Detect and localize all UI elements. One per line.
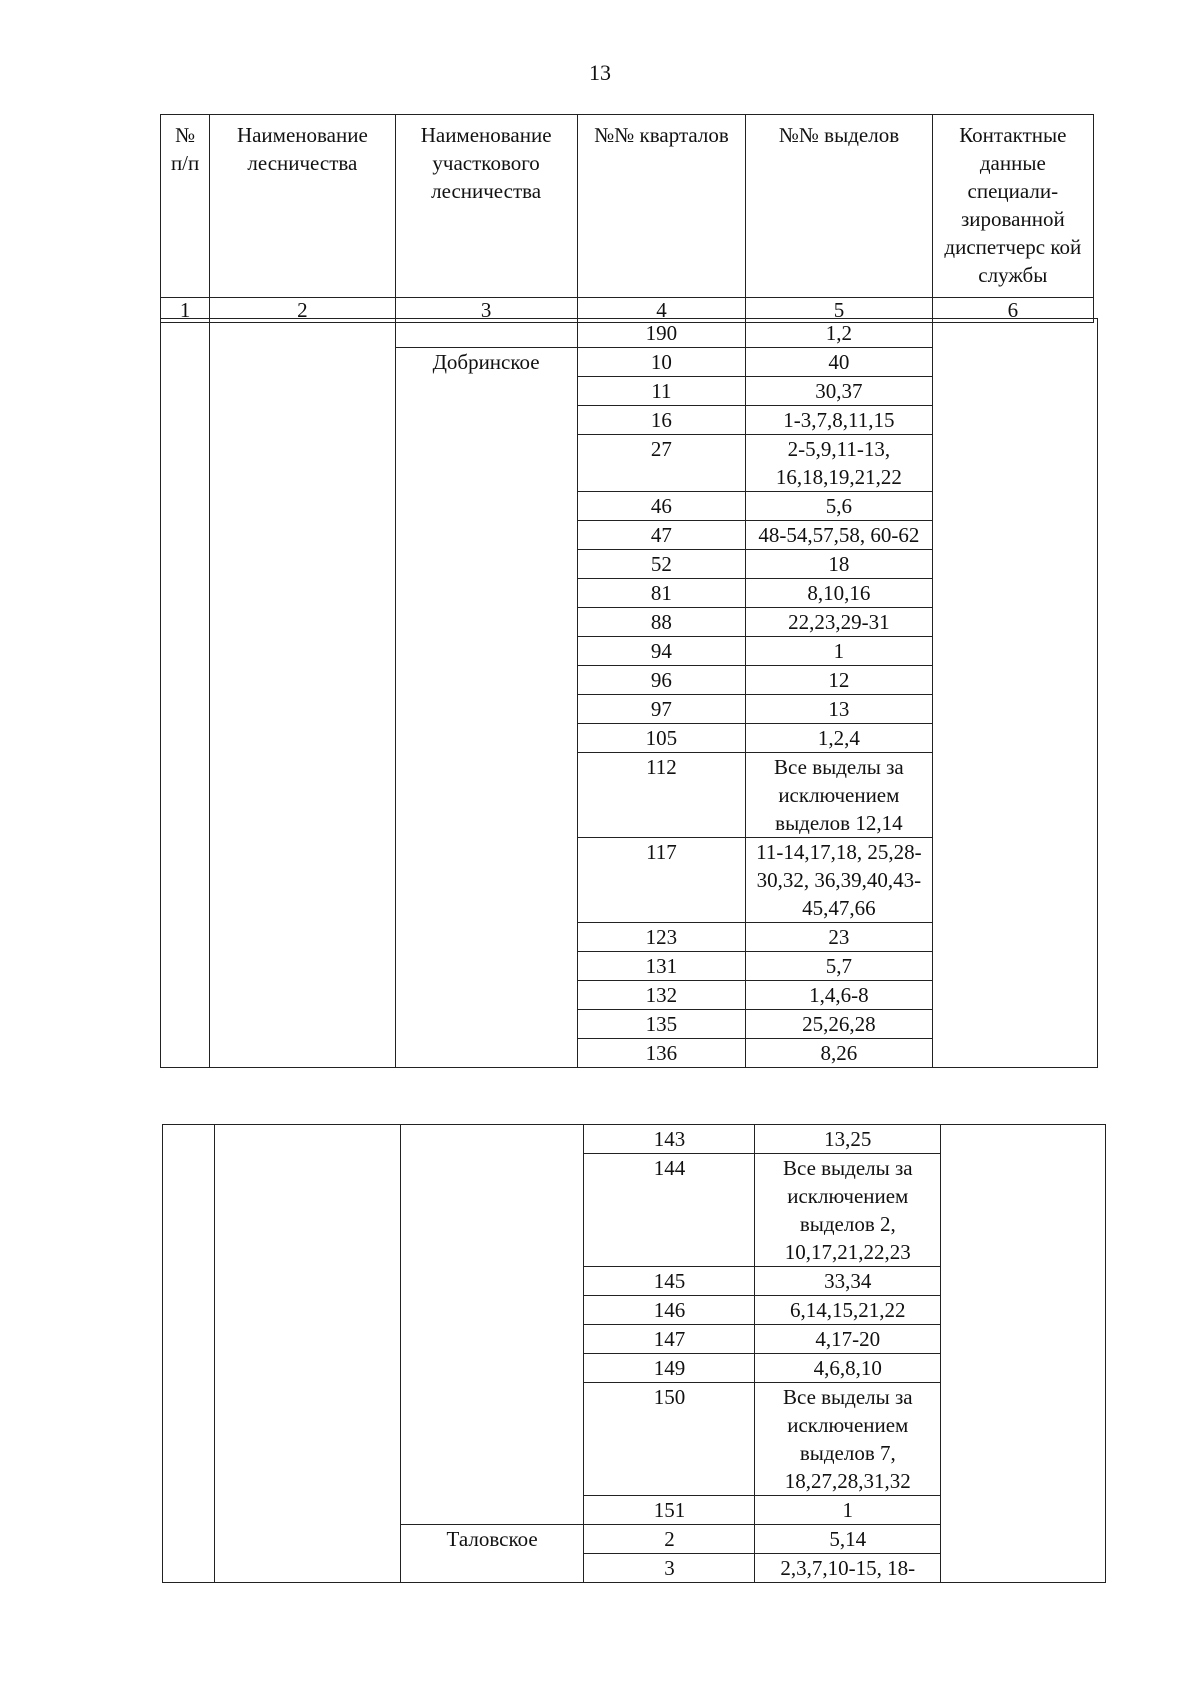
cell-quarter: 47 [577, 521, 746, 550]
cell-plots: Все выделы за исключением выделов 2, 10,17,21,22,23 [755, 1154, 941, 1267]
column-number: 2 [210, 298, 395, 323]
cell-quarter: 10 [577, 348, 746, 377]
cell-plots: 1,2 [746, 319, 932, 348]
cell-district: Добринское [395, 348, 577, 1068]
cell-number [163, 1125, 215, 1583]
cell-quarter: 27 [577, 435, 746, 492]
cell-plots: 8,10,16 [746, 579, 932, 608]
cell-plots: 22,23,29-31 [746, 608, 932, 637]
cell-quarter: 132 [577, 981, 746, 1010]
cell-forestry [210, 319, 395, 1068]
table-section-2 [162, 1124, 1106, 1583]
cell-quarter: 112 [577, 753, 746, 838]
cell-quarter: 143 [584, 1125, 755, 1154]
cell-quarter: 16 [577, 406, 746, 435]
cell-quarter: 151 [584, 1496, 755, 1525]
header-row [161, 115, 1094, 298]
section-2-rows [163, 1125, 1106, 1583]
cell-plots: 30,37 [746, 377, 932, 406]
cell-plots: 5,14 [755, 1525, 941, 1554]
cell-quarter: 46 [577, 492, 746, 521]
cell-quarter: 94 [577, 637, 746, 666]
header-cell-quarters: №№ кварталов [577, 115, 746, 298]
column-number: 3 [395, 298, 577, 323]
cell-plots: 4,17-20 [755, 1325, 941, 1354]
cell-district: Таловское [400, 1525, 584, 1583]
cell-plots: 1-3,7,8,11,15 [746, 406, 932, 435]
cell-contacts [941, 1125, 1106, 1583]
cell-quarter: 150 [584, 1383, 755, 1496]
cell-plots: 1,4,6-8 [746, 981, 932, 1010]
cell-plots: 1 [746, 637, 932, 666]
cell-quarter: 105 [577, 724, 746, 753]
cell-quarter: 123 [577, 923, 746, 952]
cell-quarter: 144 [584, 1154, 755, 1267]
cell-quarter: 52 [577, 550, 746, 579]
table-header [160, 114, 1094, 323]
cell-plots: Все выделы за исключением выделов 7, 18,27,28,31,32 [755, 1383, 941, 1496]
cell-plots: 33,34 [755, 1267, 941, 1296]
cell-forestry [215, 1125, 401, 1583]
column-number: 4 [577, 298, 746, 323]
cell-plots: 48-54,57,58, 60-62 [746, 521, 932, 550]
table-row [163, 1125, 1106, 1154]
cell-plots: 12 [746, 666, 932, 695]
cell-plots: 2,3,7,10-15, 18- [755, 1554, 941, 1583]
cell-quarter: 88 [577, 608, 746, 637]
cell-plots: 13 [746, 695, 932, 724]
cell-plots: 8,26 [746, 1039, 932, 1068]
cell-quarter: 190 [577, 319, 746, 348]
cell-district-empty [400, 1125, 584, 1525]
cell-quarter: 81 [577, 579, 746, 608]
cell-quarter: 96 [577, 666, 746, 695]
header-cell-contacts: Контактные данные специали-зированной диспетчерс кой службы [932, 115, 1093, 298]
table-row [161, 319, 1098, 348]
header-cell-plots: №№ выделов [746, 115, 932, 298]
cell-district-empty [395, 319, 577, 348]
cell-plots: 5,6 [746, 492, 932, 521]
cell-quarter: 3 [584, 1554, 755, 1583]
cell-quarter: 146 [584, 1296, 755, 1325]
cell-quarter: 145 [584, 1267, 755, 1296]
cell-quarter: 2 [584, 1525, 755, 1554]
cell-quarter: 136 [577, 1039, 746, 1068]
cell-plots: 2-5,9,11-13, 16,18,19,21,22 [746, 435, 932, 492]
cell-quarter: 149 [584, 1354, 755, 1383]
header-cell-number: № п/п [161, 115, 210, 298]
cell-plots: 13,25 [755, 1125, 941, 1154]
cell-plots: 11-14,17,18, 25,28-30,32, 36,39,40,43-45,47,66 [746, 838, 932, 923]
cell-quarter: 147 [584, 1325, 755, 1354]
cell-quarter: 117 [577, 838, 746, 923]
cell-quarter: 131 [577, 952, 746, 981]
cell-plots: 18 [746, 550, 932, 579]
cell-quarter: 135 [577, 1010, 746, 1039]
cell-plots: 1 [755, 1496, 941, 1525]
column-number: 6 [932, 298, 1093, 323]
header-cell-forestry: Наименование лесничества [210, 115, 395, 298]
cell-quarter: 11 [577, 377, 746, 406]
column-number: 5 [746, 298, 932, 323]
cell-plots: 6,14,15,21,22 [755, 1296, 941, 1325]
header-cell-district: Наименование участкового лесничества [395, 115, 577, 298]
cell-plots: Все выделы за исключением выделов 12,14 [746, 753, 932, 838]
cell-contacts [932, 319, 1097, 1068]
cell-plots: 25,26,28 [746, 1010, 932, 1039]
table-section-1 [160, 318, 1098, 1068]
section-1-rows [161, 319, 1098, 1068]
cell-plots: 40 [746, 348, 932, 377]
cell-plots: 4,6,8,10 [755, 1354, 941, 1383]
cell-quarter: 97 [577, 695, 746, 724]
cell-plots: 23 [746, 923, 932, 952]
column-number: 1 [161, 298, 210, 323]
cell-number [161, 319, 210, 1068]
cell-plots: 5,7 [746, 952, 932, 981]
cell-plots: 1,2,4 [746, 724, 932, 753]
page-number: 13 [589, 60, 611, 85]
